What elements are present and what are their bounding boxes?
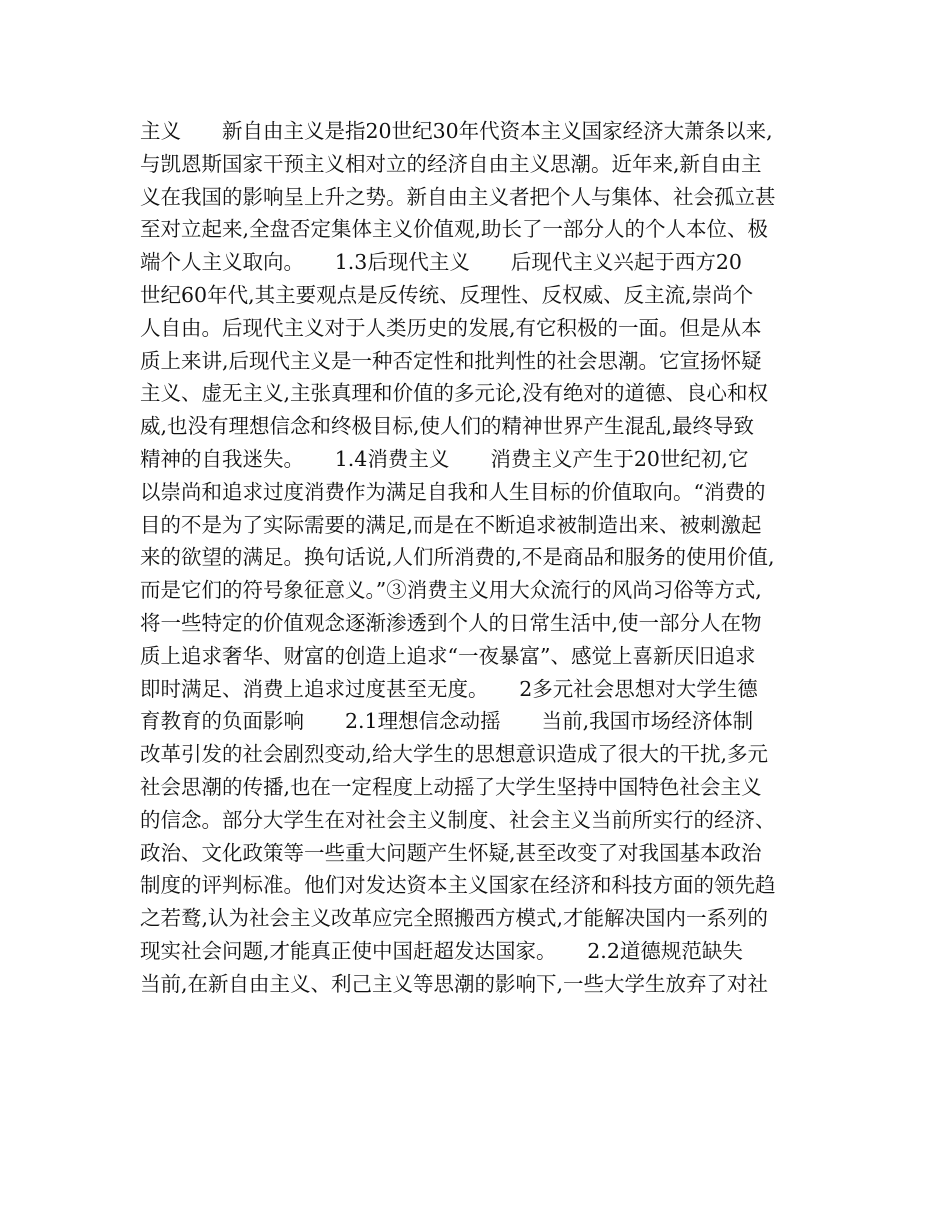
text-line: 质上追求奢华、财富的创造上追求“一夜暴富”、感觉上喜新厌旧追求 [140, 643, 756, 668]
text-line: 改革引发的社会剧烈变动,给大学生的思想意识造成了很大的干扰,多元 [140, 742, 769, 767]
text-line: 之若鹜,认为社会主义改革应完全照搬西方模式,才能解决国内一系列的 [140, 906, 769, 931]
text-line: 至对立起来,全盘否定集体主义价值观,助长了一部分人的个人本位、极 [140, 217, 769, 242]
text-line: 与凯恩斯国家干预主义相对立的经济自由主义思潮。近年来,新自由主 [140, 151, 762, 176]
text-line: 即时满足、消费上追求过度甚至无度。 2多元社会思想对大学生德 [140, 676, 758, 701]
text-line: 义在我国的影响呈上升之势。新自由主义者把个人与集体、社会孤立甚 [140, 184, 776, 209]
text-line: 政治、文化政策等一些重大问题产生怀疑,甚至改变了对我国基本政治 [140, 840, 762, 865]
text-line: 现实社会问题,才能真正使中国赶超发达国家。 2.2道德规范缺失 [140, 938, 743, 963]
text-line: 而是它们的符号象征意义。”③消费主义用大众流行的风尚习俗等方式, [140, 578, 762, 603]
text-line: 端个人主义取向。 1.3后现代主义 后现代主义兴起于西方20 [140, 250, 742, 275]
text-line: 世纪60年代,其主要观点是反传统、反理性、反权威、反主流,崇尚个 [140, 282, 754, 307]
text-line: 育教育的负面影响 2.1理想信念动摇 当前,我国市场经济体制 [140, 709, 754, 734]
text-line: 威,也没有理想信念和终极目标,使人们的精神世界产生混乱,最终导致 [140, 414, 755, 439]
text-line: 当前,在新自由主义、利己主义等思潮的影响下,一些大学生放弃了对社 [140, 971, 769, 996]
text-line: 人自由。后现代主义对于人类历史的发展,有它积极的一面。但是从本 [140, 315, 762, 340]
text-line: 制度的评判标准。他们对发达资本主义国家在经济和科技方面的领先趋 [140, 873, 776, 898]
text-line: 质上来讲,后现代主义是一种否定性和批判性的社会思潮。它宣扬怀疑 [140, 348, 762, 373]
text-line: 社会思潮的传播,也在一定程度上动摇了大学生坚持中国特色社会主义 [140, 774, 762, 799]
text-line: 以崇尚和追求过度消费作为满足自我和人生目标的价值取向。“消费的 [140, 479, 766, 504]
text-line: 来的欲望的满足。换句话说,人们所消费的,不是商品和服务的使用价值, [140, 545, 775, 570]
text-line: 将一些特定的价值观念逐渐渗透到个人的日常生活中,使一部分人在物 [140, 610, 762, 635]
text-line: 的信念。部分大学生在对社会主义制度、社会主义当前所实行的经济、 [140, 807, 776, 832]
body-text [140, 115, 820, 1001]
text-line: 主义 新自由主义是指20世纪30年代资本主义国家经济大萧条以来, [140, 119, 773, 143]
text-line: 主义、虚无主义,主张真理和价值的多元论,没有绝对的道德、良心和权 [140, 381, 769, 406]
text-line: 目的不是为了实际需要的满足,而是在不断追求被制造出来、被刺激起 [140, 512, 762, 537]
text-line: 精神的自我迷失。 1.4消费主义 消费主义产生于20世纪初,它 [140, 446, 749, 471]
